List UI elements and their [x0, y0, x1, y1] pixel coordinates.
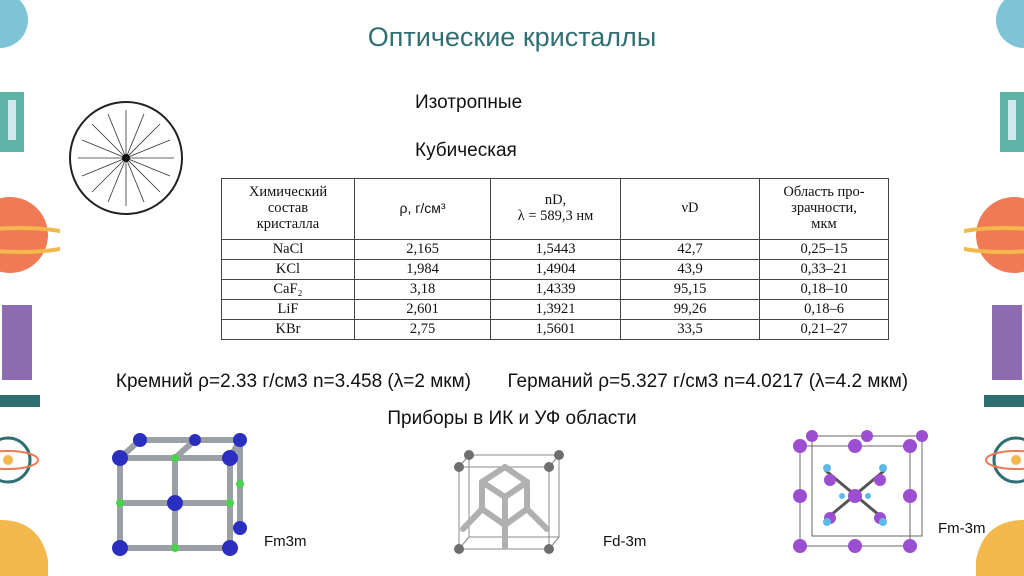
isotropic-sphere-diagram [66, 98, 186, 218]
header-composition: Химический состав кристалла [222, 179, 355, 240]
cell: 2,75 [355, 320, 491, 340]
cell: 1,5601 [491, 320, 621, 340]
devices-heading: Приборы в ИК и УФ области [387, 408, 637, 429]
cell: LiF [222, 300, 355, 320]
cell: KBr [222, 320, 355, 340]
cell: 1,4339 [491, 280, 621, 300]
header-transparency: Область про- зрачности, мкм [760, 179, 889, 240]
cell: NaCl [222, 240, 355, 260]
table-row [222, 260, 889, 280]
cell: 99,26 [621, 300, 760, 320]
space-group-label: Fm-3m [938, 520, 986, 537]
cell: 2,165 [355, 240, 491, 260]
cell: 0,18–6 [760, 300, 889, 320]
germanium-properties: Германий ρ=5.327 г/см3 n=4.0217 (λ=4.2 мкм) [507, 371, 909, 392]
header-abbe-number: νD [621, 179, 760, 240]
cell: 1,5443 [491, 240, 621, 260]
table-row [222, 320, 889, 340]
cell: 1,3921 [491, 300, 621, 320]
crystal-table [221, 178, 889, 340]
material-properties [0, 371, 1024, 393]
microscope-icon [992, 305, 1022, 380]
table-row [222, 240, 889, 260]
cell: 3,18 [355, 280, 491, 300]
table-row [222, 300, 889, 320]
right-decoration [964, 0, 1024, 576]
cell: 0,21–27 [760, 320, 889, 340]
microscope-icon [2, 305, 32, 380]
cell: 95,15 [621, 280, 760, 300]
subtitle-isotropic: Изотропные [415, 92, 523, 113]
space-group-label: Fd-3m [603, 533, 647, 550]
space-group-label: Fm3m [264, 533, 307, 550]
header-refractive-index: nD, λ = 589,3 нм [491, 179, 621, 240]
header-density: ρ, г/см³ [355, 179, 491, 240]
cell: KCl [222, 260, 355, 280]
silicon-properties: Кремний ρ=2.33 г/см3 n=3.458 (λ=2 мкм) [115, 371, 471, 392]
cell: 0,33–21 [760, 260, 889, 280]
planet-icon [0, 197, 48, 273]
planet-icon [976, 197, 1024, 273]
left-decoration [0, 0, 60, 576]
table-row [222, 280, 889, 300]
cell: 1,984 [355, 260, 491, 280]
cell: 0,18–10 [760, 280, 889, 300]
table-header-row [222, 179, 889, 240]
cell: 43,9 [621, 260, 760, 280]
cell: 33,5 [621, 320, 760, 340]
rocksalt-lattice-image [100, 428, 250, 558]
page-title: Оптические кристаллы [367, 22, 657, 52]
cell: 1,4904 [491, 260, 621, 280]
subtitle-cubic: Кубическая [415, 140, 517, 161]
cell: CaF₂ [222, 280, 355, 300]
cell: 2,601 [355, 300, 491, 320]
fluorite-lattice-image [790, 430, 930, 555]
beaker-icon [0, 520, 48, 576]
cell: 42,7 [621, 240, 760, 260]
diamond-lattice-image [447, 447, 572, 557]
cell: 0,25–15 [760, 240, 889, 260]
